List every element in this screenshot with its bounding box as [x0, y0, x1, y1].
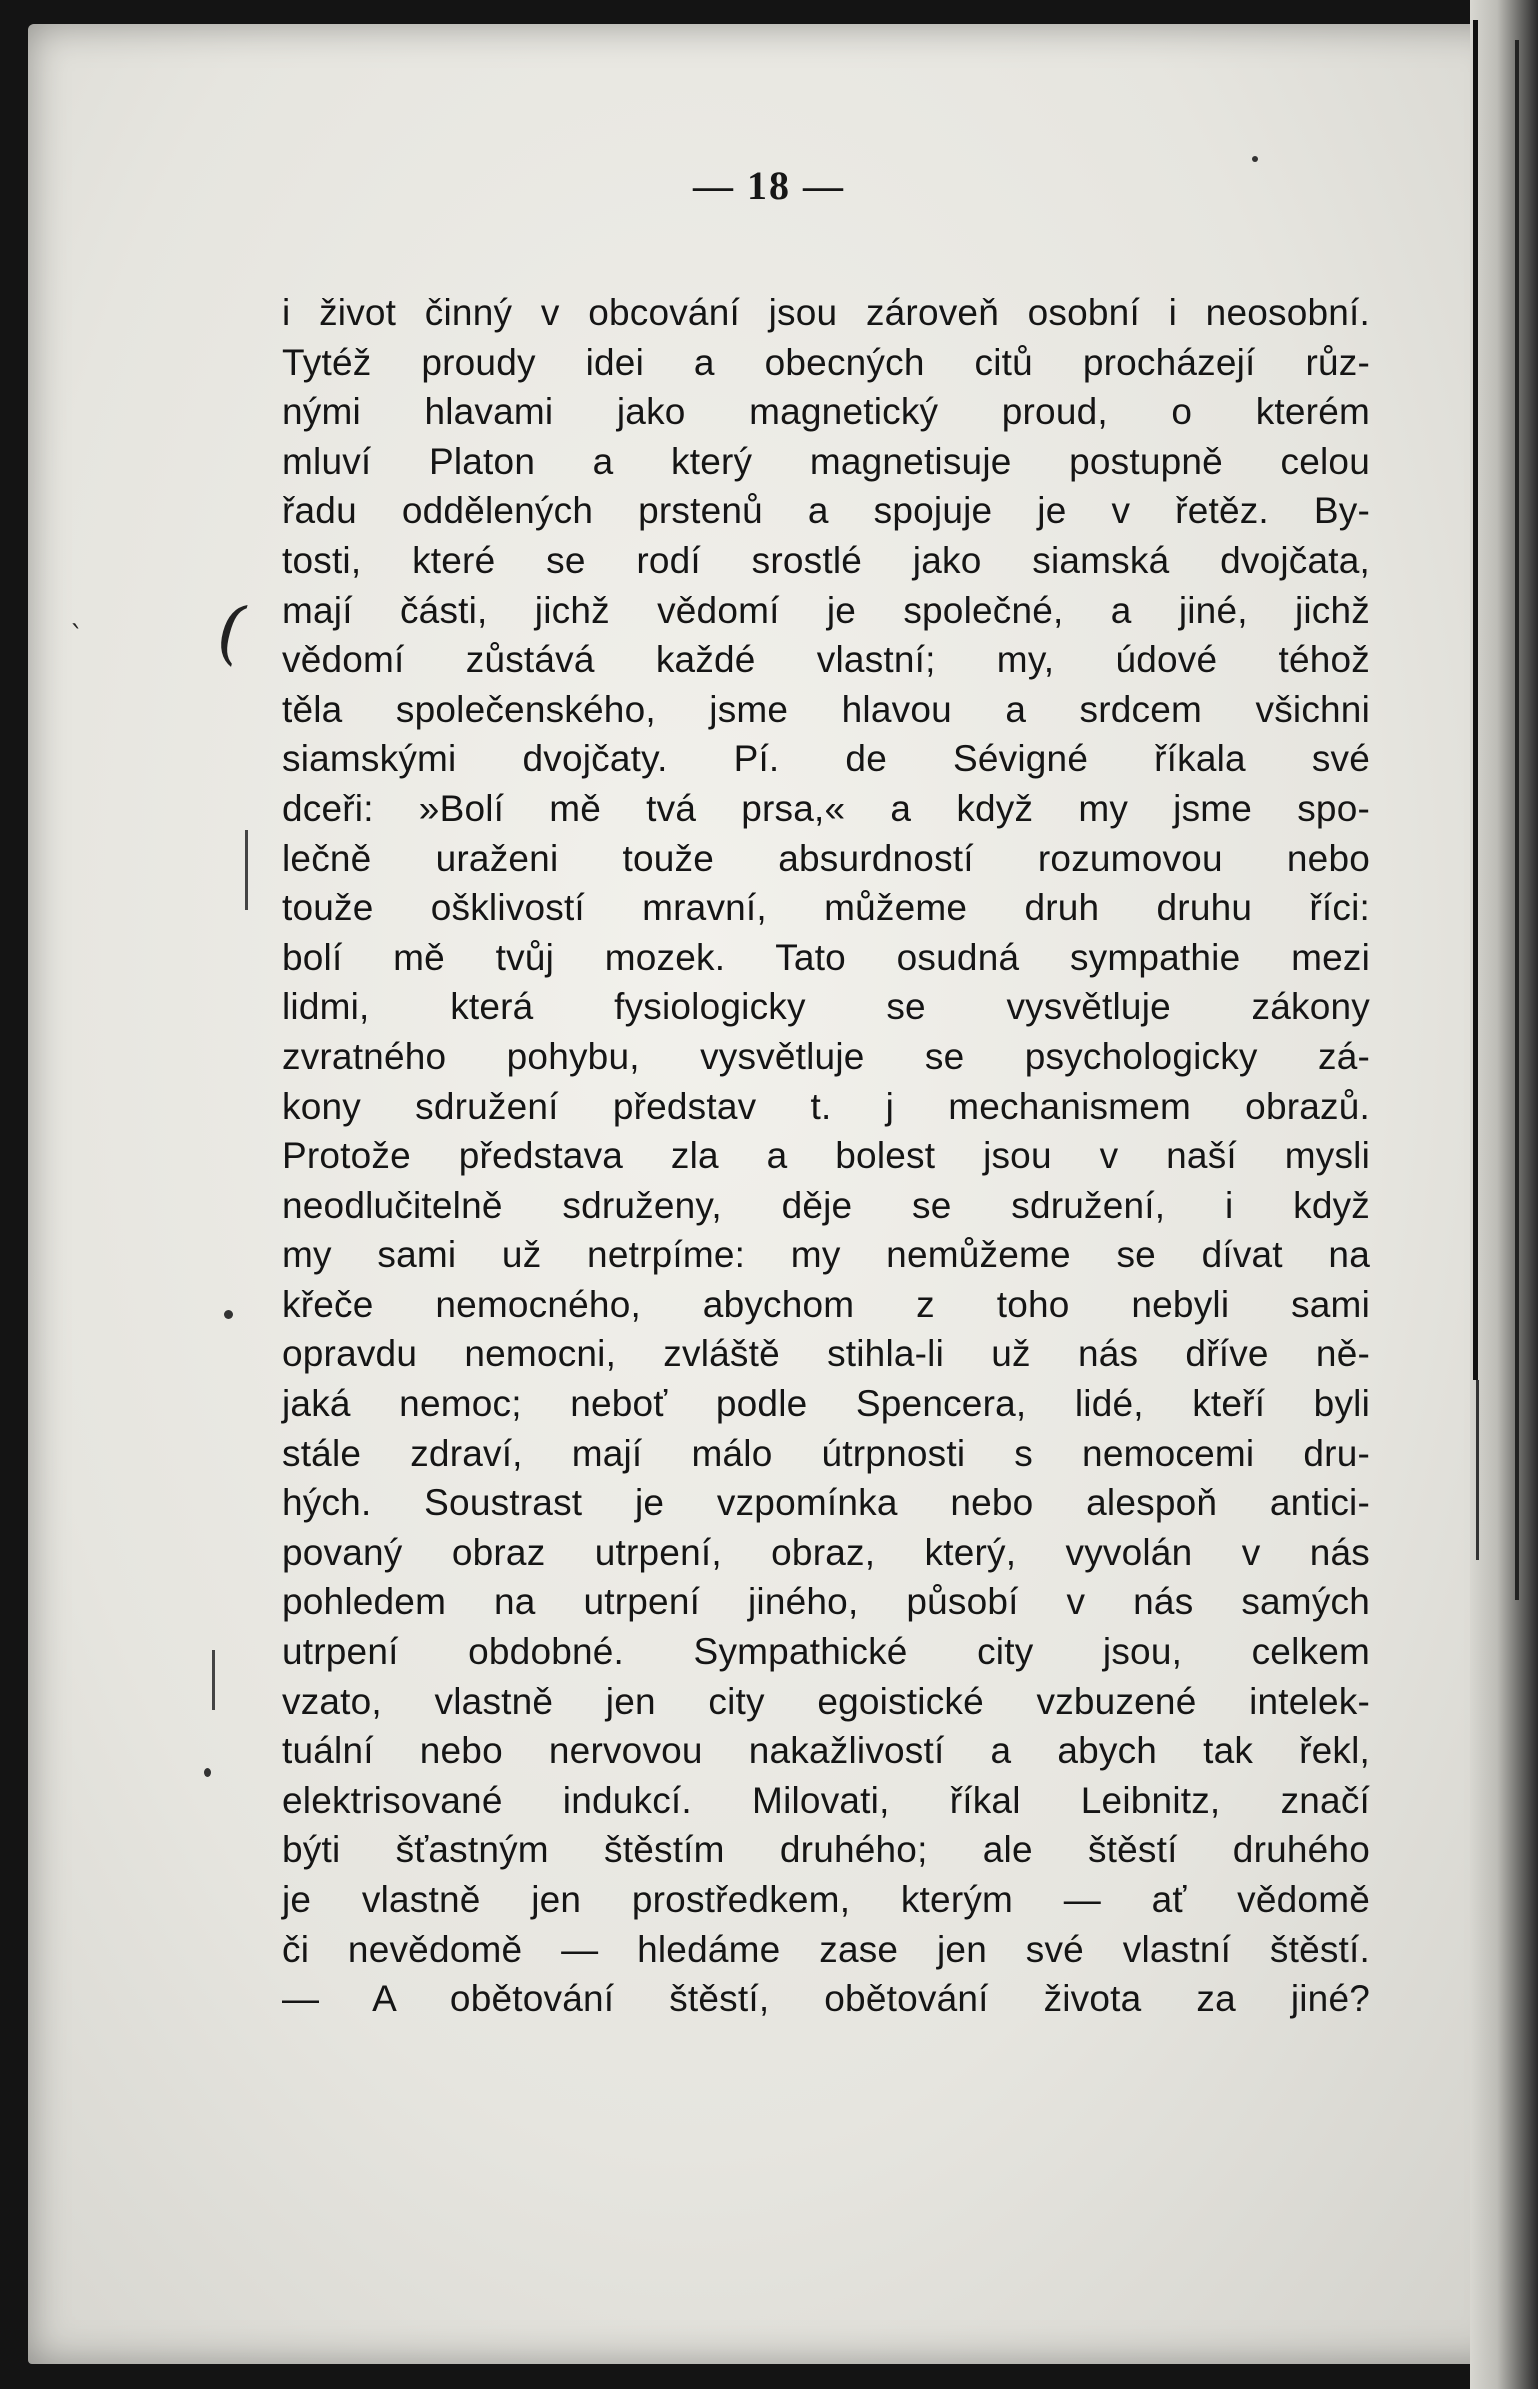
text-line: opravdu nemocni, zvláště stihla-li už nás dříve ně-: [282, 1333, 1370, 1375]
margin-speck: [224, 1310, 233, 1319]
text-line: těla společenského, jsme hlavou a srdcem všichni: [282, 688, 1370, 730]
binding-line-far-right: [1515, 40, 1519, 1600]
text-line: či nevědomě — hledáme zase jen své vlastní štěstí.: [282, 1928, 1370, 1970]
text-line: vzato, vlastně jen city egoistické vzbuzené intelek-: [282, 1680, 1370, 1722]
text-line: vědomí zůstává každé vlastní; my, údové téhož: [282, 639, 1370, 681]
text-line: jaká nemoc; neboť podle Spencera, lidé, kteří byli: [282, 1383, 1370, 1425]
text-line: povaný obraz utrpení, obraz, který, vyvolán v nás: [282, 1531, 1370, 1573]
text-line: my sami už netrpíme: my nemůžeme se dívat na: [282, 1234, 1370, 1276]
text-line: mluví Platon a který magnetisuje postupně celou: [282, 440, 1370, 482]
text-line: křeče nemocného, abychom z toho nebyli sami: [282, 1283, 1370, 1325]
text-line: neodlučitelně sdruženy, děje se sdružení, i když: [282, 1184, 1370, 1226]
margin-bracket-mark-icon: (: [207, 587, 256, 675]
text-line: i život činný v obcování jsou zároveň osobní i neosobní.: [282, 292, 1370, 333]
margin-line-mark: [245, 830, 248, 910]
text-line: mají části, jichž vědomí je společné, a jiné, jichž: [282, 589, 1370, 631]
text-line: zvratného pohybu, vysvětluje se psychologicky zá-: [282, 1035, 1370, 1077]
binding-line-right: [1473, 20, 1478, 1380]
text-line: stále zdraví, mají málo útrpnosti s nemocemi dru-: [282, 1432, 1370, 1474]
text-line: — A obětování štěstí, obětování života za jiné?: [282, 1978, 1370, 2020]
text-line: siamskými dvojčaty. Pí. de Sévigné říkala své: [282, 738, 1370, 780]
margin-pencil-mark-icon: ˋ: [70, 620, 84, 653]
binding-line-lower: [1476, 1380, 1479, 1560]
text-line: tosti, které se rodí srostlé jako siamská dvojčata,: [282, 539, 1370, 581]
text-line: elektrisované indukcí. Milovati, říkal Leibnitz, značí: [282, 1779, 1370, 1821]
text-line: bolí mě tvůj mozek. Tato osudná sympathie mezi: [282, 936, 1370, 978]
page-number: — 18 —: [693, 163, 845, 208]
text-line: kony sdružení představ t. j mechanismem obrazů.: [282, 1085, 1370, 1127]
text-line: dceři: »Bolí mě tvá prsa,« a když my jsme spo-: [282, 787, 1370, 829]
text-line: nými hlavami jako magnetický proud, o kterém: [282, 391, 1370, 433]
text-line: lečně uraženi touže absurdností rozumovou nebo: [282, 837, 1370, 879]
text-line: Protože představa zla a bolest jsou v naší mysli: [282, 1135, 1370, 1177]
text-line: Tytéž proudy idei a obecných citů procházejí růz-: [282, 341, 1370, 383]
text-line: býti šťastným štěstím druhého; ale štěstí druhého: [282, 1829, 1370, 1871]
text-line: hých. Soustrast je vzpomínka nebo alespoň antici-: [282, 1482, 1370, 1524]
page-edge-shadow: [1470, 0, 1538, 2389]
margin-line-mark-lower: [212, 1650, 215, 1710]
margin-speck-2: [204, 1768, 211, 1777]
body-text: [282, 288, 1370, 2024]
text-line: touže ošklivostí mravní, můžeme druh druhu říci:: [282, 887, 1370, 929]
text-line: tuální nebo nervovou nakažlivostí a abych tak řekl,: [282, 1730, 1370, 1772]
text-line: je vlastně jen prostředkem, kterým — ať vědomě: [282, 1879, 1370, 1920]
text-line: řadu oddělených prstenů a spojuje je v řetěz. By-: [282, 490, 1370, 532]
text-line: pohledem na utrpení jiného, působí v nás samých: [282, 1581, 1370, 1623]
text-line: lidmi, která fysiologicky se vysvětluje zákony: [282, 986, 1370, 1028]
text-line: utrpení obdobné. Sympathické city jsou, celkem: [282, 1631, 1370, 1673]
